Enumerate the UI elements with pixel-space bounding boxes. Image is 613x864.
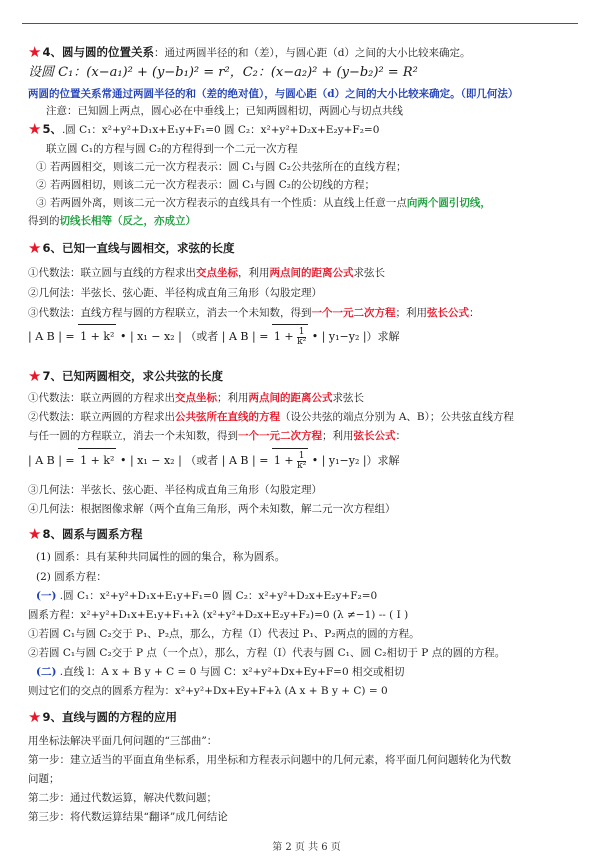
star-icon: ★	[28, 240, 42, 256]
star-icon: ★	[28, 526, 42, 542]
page-number: 第 2 页 共 6 页	[272, 842, 341, 853]
blue-note: 两圆的位置关系常通过两圆半径的和（差的绝对值），与圆心距（d）之间的大小比较来确定。（即几何法）	[28, 88, 519, 100]
section-9-heading: ★9、直线与圆的方程的应用	[28, 709, 177, 725]
s9-line4: 第二步：通过代数运算，解决代数问题；	[28, 792, 217, 804]
s8-line6: ②若圆 C₁与圆 C₂交于 P 点（一个点），那么，方程（Ⅰ）代表与圆 C₁、圆 C₂相切于 P 点的圆的方程。	[28, 647, 506, 659]
section-7-heading: ★7、已知两圆相交，求公共弦的长度	[28, 368, 223, 384]
s5-line4: ② 若两圆相切，则该二元一次方程表示：圆 C₁与圆 C₂的公切线的方程；	[36, 179, 375, 191]
star-icon: ★	[28, 44, 42, 61]
star-icon: ★	[28, 121, 42, 138]
circle-equations: 设圆 C₁：(x−a₁)² + (y−b₁)² = r²，C₂：(x−a₂)² + (y−b₂)² = R²	[28, 65, 418, 80]
note-line: 注意：已知圆上两点，圆心必在中垂线上；已知两圆相切，两圆心与切点共线	[46, 105, 403, 117]
s8-line1: (1) 圆系：具有某种共同属性的圆的集合，称为圆系。	[36, 551, 286, 563]
s8-line8: 则过它们的交点的圆系方程为：x²+y²+Dx+Ey+F+λ (A x + B y + C) = 0	[28, 685, 388, 697]
section-6-heading: ★6、已知一直线与圆相交，求弦的长度	[28, 240, 235, 256]
s8-line5: ①若圆 C₁与圆 C₂交于 P₁、P₂点，那么，方程（Ⅰ）代表过 P₁、P₂两点的圆的方程。	[28, 628, 420, 640]
header-rule	[22, 23, 578, 24]
s7-line4: ③几何法：半弦长、弦心距、半径构成直角三角形（勾股定理）	[28, 484, 322, 496]
star-icon: ★	[28, 368, 42, 384]
s8-line4: 圆系方程：x²+y²+D₁x+E₁y+F₁+λ (x²+y²+D₂x+E₂y+F₂)=0 (λ ≠−1) -- ( Ⅰ )	[28, 609, 409, 621]
s9-line3: 问题；	[28, 773, 60, 785]
s7-line5: ④几何法：根据图像求解（两个直角三角形，两个未知数，解二元一次方程组）	[28, 503, 396, 515]
s7-line3: 与任一圆的方程联立，消去一个未知数，得到一个一元二次方程；利用弦长公式：	[28, 430, 406, 442]
s5-line6: 得到的切线长相等（反之，亦成立）	[28, 215, 196, 227]
section-4-heading: ★4、圆与圆的位置关系：通过两圆半径的和（差），与圆心距（d）之间的大小比较来确定。	[28, 44, 471, 61]
s8-line2: (2) 圆系方程：	[36, 571, 107, 583]
s5-line2: 联立圆 C₁的方程与圆 C₂的方程得到一个二元一次方程	[46, 143, 298, 155]
s5-line3: ① 若两圆相交，则该二元一次方程表示：圆 C₁与圆 C₂公共弦所在的直线方程；	[36, 161, 407, 173]
star-icon: ★	[28, 709, 42, 725]
s6-line1: ①代数法：联立圆与直线的方程求出交点坐标，利用两点间的距离公式求弦长	[28, 267, 385, 279]
s8-line7: (二) .直线 l：A x + B y + C = 0 与圆 C：x²+y²+Dx+Ey+F=0 相交或相切	[36, 666, 405, 678]
s7-chord-formula: | A B | = 1 + k² • | x₁ − x₂ | （或者 | A B | = 1 + $\frac{1}{\text{k²}}$ • | y₁−y₂ |）求解	[28, 448, 587, 472]
section-5-heading: ★5、.圆 C₁：x²+y²+D₁x+E₁y+F₁=0 圆 C₂：x²+y²+D₂x+E₂y+F₂=0	[28, 121, 380, 138]
s7-line2: ②代数法：联立两圆的方程求出公共弦所在直线的方程（设公共弦的端点分别为 A、B）；公共弦直线方程	[28, 411, 514, 423]
section-8-heading: ★8、圆系与圆系方程	[28, 526, 143, 542]
s6-line3: ③代数法：直线方程与圆的方程联立，消去一个未知数，得到一个一元二次方程；利用弦长公式：	[28, 307, 480, 319]
s5-line5: ③ 若两圆外离，则该二元一次方程表示的直线具有一个性质：从直线上任意一点向两个圆引切线，	[36, 197, 491, 209]
s7-line1: ①代数法：联立两圆的方程求出交点坐标；利用两点间的距离公式求弦长	[28, 392, 364, 404]
s6-chord-formula: | A B | = 1 + k² • | x₁ − x₂ | （或者 | A B | = 1 + $\frac{1}{\text{k²}}$ • | y₁−y₂ |）求解	[28, 324, 587, 348]
s9-line1: 用坐标法解决平面几何问题的“三部曲”：	[28, 735, 218, 747]
s6-line2: ②几何法：半弦长、弦心距、半径构成直角三角形（勾股定理）	[28, 287, 322, 299]
s8-line3: (一) .圆 C₁：x²+y²+D₁x+E₁y+F₁=0 圆 C₂：x²+y²+D₂x+E₂y+F₂=0	[36, 590, 378, 602]
s9-line2: 第一步：建立适当的平面直角坐标系，用坐标和方程表示问题中的几何元素，将平面几何问题转化为代数	[28, 754, 511, 766]
s9-line5: 第三步：将代数运算结果“翻译”成几何结论	[28, 811, 228, 823]
